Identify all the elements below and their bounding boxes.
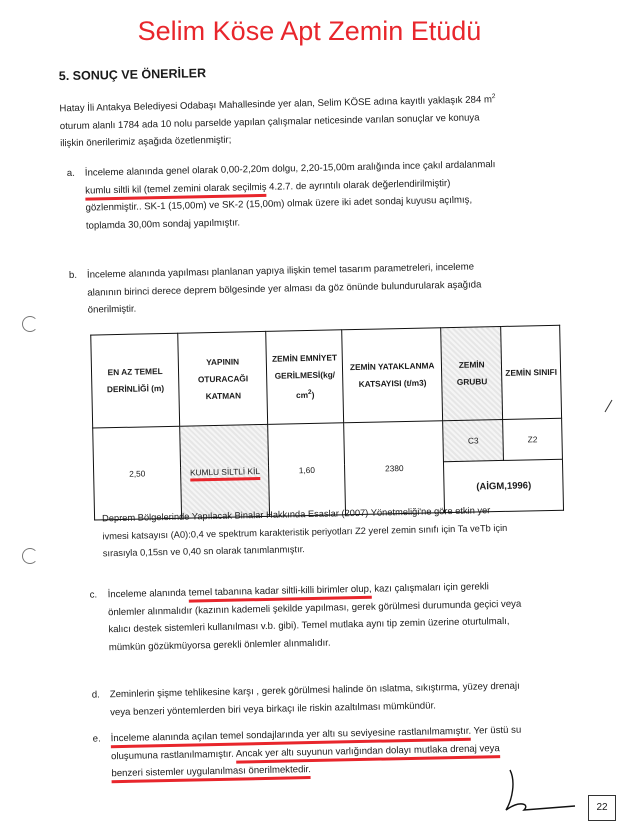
- header-group: ZEMİN GRUBU: [441, 326, 502, 420]
- punch-hole-mark: [22, 548, 38, 564]
- header-min-depth: EN AZ TEMEL DERİNLİĞİ (m): [91, 333, 180, 428]
- cell-reference: (AİGM,1996): [444, 459, 564, 512]
- item-b-line-2: alanının birinci derece deprem bölgesinde yer alması da göz önünde bulundurularak aşağıda: [87, 278, 482, 299]
- item-a-line-2-rest: 4.2.7. de ayrıntılı olarak değerlendirilmiştir): [266, 177, 451, 193]
- highlight-underline: temel tabanına kadar siltli-killi birimler olup,: [189, 584, 372, 603]
- punch-hole-mark: [22, 316, 38, 332]
- list-marker: b.: [68, 269, 78, 282]
- section-title: 5. SONUÇ VE ÖNERİLER: [58, 66, 207, 84]
- header-stress-close: ): [311, 389, 315, 400]
- item-a-line-4: toplamda 30,00m sondaj yapılmıştır.: [85, 216, 241, 232]
- note-line-1: Deprem Bölgelerinde Yapılacak Binalar Hakkında Esaslar (2007) Yönetmeliği'ne göre etkin yer: [101, 505, 491, 524]
- list-item-d: [91, 676, 579, 721]
- table-header-row: [91, 325, 562, 428]
- cell-stress: 1,60: [268, 423, 345, 517]
- intro-line-3: ilişkin önerilerimiz aşağıda özetlenmiştir;: [60, 134, 232, 150]
- cell-layer: [180, 424, 270, 518]
- intro-line-1: Hatay İli Antakya Belediyesi Odabaşı Mahallesinde yer alan, Selim KÖSE adına kayıtlı yaklaşık 284 m: [59, 94, 492, 115]
- item-c-line-2: önlemler alınmalıdır (kazının kademeli şekilde yapılması, gerek görülmesi durumunda geçici veya: [107, 598, 522, 618]
- item-c-line-4: mümkün gözükmüyorsa gerekli önlemler alınmalıdır.: [108, 637, 331, 653]
- item-c-line-1-post: kazı çalışmaları için gerekli: [371, 581, 489, 595]
- intro-superscript: 2: [491, 93, 496, 101]
- header-coefficient: ZEMİN YATAKLANMA KATSAYISI (t/m3): [342, 328, 443, 423]
- highlight-underline: İnceleme alanında açılan temel sondajlarında yer altı su seviyesine rastlanılmamıştır.: [111, 726, 472, 749]
- regulation-note: [102, 501, 573, 563]
- header-class: ZEMİN SINIFI: [501, 325, 562, 419]
- item-a-line-1: İnceleme alanında genel olarak 0,00-2,20m dolgu, 2,20-15,00m aralığında ince çakıl ardalanmalı: [84, 159, 496, 179]
- intro-line-2: oturum alanlı 1784 ada 10 nolu parselde yapılan çalışmalar neticesinde varılan sonuçlar ve konuya: [59, 112, 480, 132]
- cell-group: C3: [443, 419, 503, 461]
- item-c-line-1-pre: İnceleme alanında: [107, 587, 189, 601]
- design-parameters-table: [90, 325, 564, 521]
- highlight-underline: Ancak yer altı suyunun varlığından dolayı mutlaka drenaj veya: [236, 743, 500, 764]
- list-marker: e.: [92, 733, 101, 745]
- cell-depth: 2,50: [93, 426, 182, 520]
- note-line-3: sırasıyla 0,15sn ve 0,40 sn olarak tanımlanmıştır.: [102, 544, 305, 559]
- item-e-line-1-post: Yer üstü su: [470, 724, 522, 737]
- cell-coefficient: 2380: [344, 421, 445, 515]
- header-stress-unit: cm: [295, 389, 309, 401]
- item-d-line-1: Zeminlerin şişme tehlikesine karşı , gerek görülmesi halinde ön ıslatma, sıkıştırma, yüzey drenajı: [109, 680, 520, 701]
- item-c-line-3: kalıcı destek sistemleri kullanılması v.b. gibi). Temel mutlaka aynı tip zemin üzerine oturtulmalı,: [108, 615, 510, 636]
- header-stress-text: ZEMİN EMNİYET GERİLMESİ(kg/: [271, 352, 338, 381]
- highlight-underline: KUMLU SİLTLİ KİL: [190, 466, 260, 481]
- header-stress: [266, 330, 343, 425]
- signature-mark: [490, 760, 580, 820]
- list-marker: a.: [66, 167, 75, 180]
- list-marker: c.: [89, 589, 98, 601]
- list-item-a: [66, 155, 556, 235]
- highlight-underline: kumlu siltli kil (temel zemini olarak seçilmiş: [85, 181, 267, 200]
- edge-tick-mark: [602, 398, 614, 414]
- header-stress-sup: 2: [307, 389, 312, 397]
- highlight-underline: benzeri sistemler uygulanılması önerilmektedir.: [111, 764, 311, 783]
- item-b-line-1: İnceleme alanında yapılması planlanan yapıya ilişkin temel tasarım parametreleri, inceleme: [86, 261, 475, 281]
- item-e-line-2-pre: oluşumuna rastlanılmamıştır.: [110, 748, 236, 762]
- item-d-line-2: veya benzeri yöntemlerden biri veya birkaçı ile riskin azaltılması mümkündür.: [110, 699, 436, 718]
- item-b-line-3: önerilmiştir.: [87, 303, 137, 316]
- document-title-annotation: Selim Köse Apt Zemin Etüdü: [137, 16, 482, 46]
- header-layer: YAPININ OTURACAĞI KATMAN: [178, 331, 268, 426]
- list-marker: d.: [91, 689, 100, 701]
- list-item-b: [68, 257, 558, 319]
- list-item-c: [89, 576, 577, 656]
- intro-paragraph: [59, 87, 560, 153]
- note-line-2: ivmesi katsayısı (A0):0,4 ve spektrum karakteristik periyotları Z2 yerel zemin sınıfı için Ta veTb için: [102, 522, 508, 541]
- cell-class: Z2: [503, 418, 563, 460]
- page-number: 22: [588, 795, 616, 821]
- item-a-line-3: gözlenmiştir.. SK-1 (15,00m) ve SK-2 (15,00m) olmak üzere iki adet sondaj kuyusu açılmış,: [85, 194, 473, 214]
